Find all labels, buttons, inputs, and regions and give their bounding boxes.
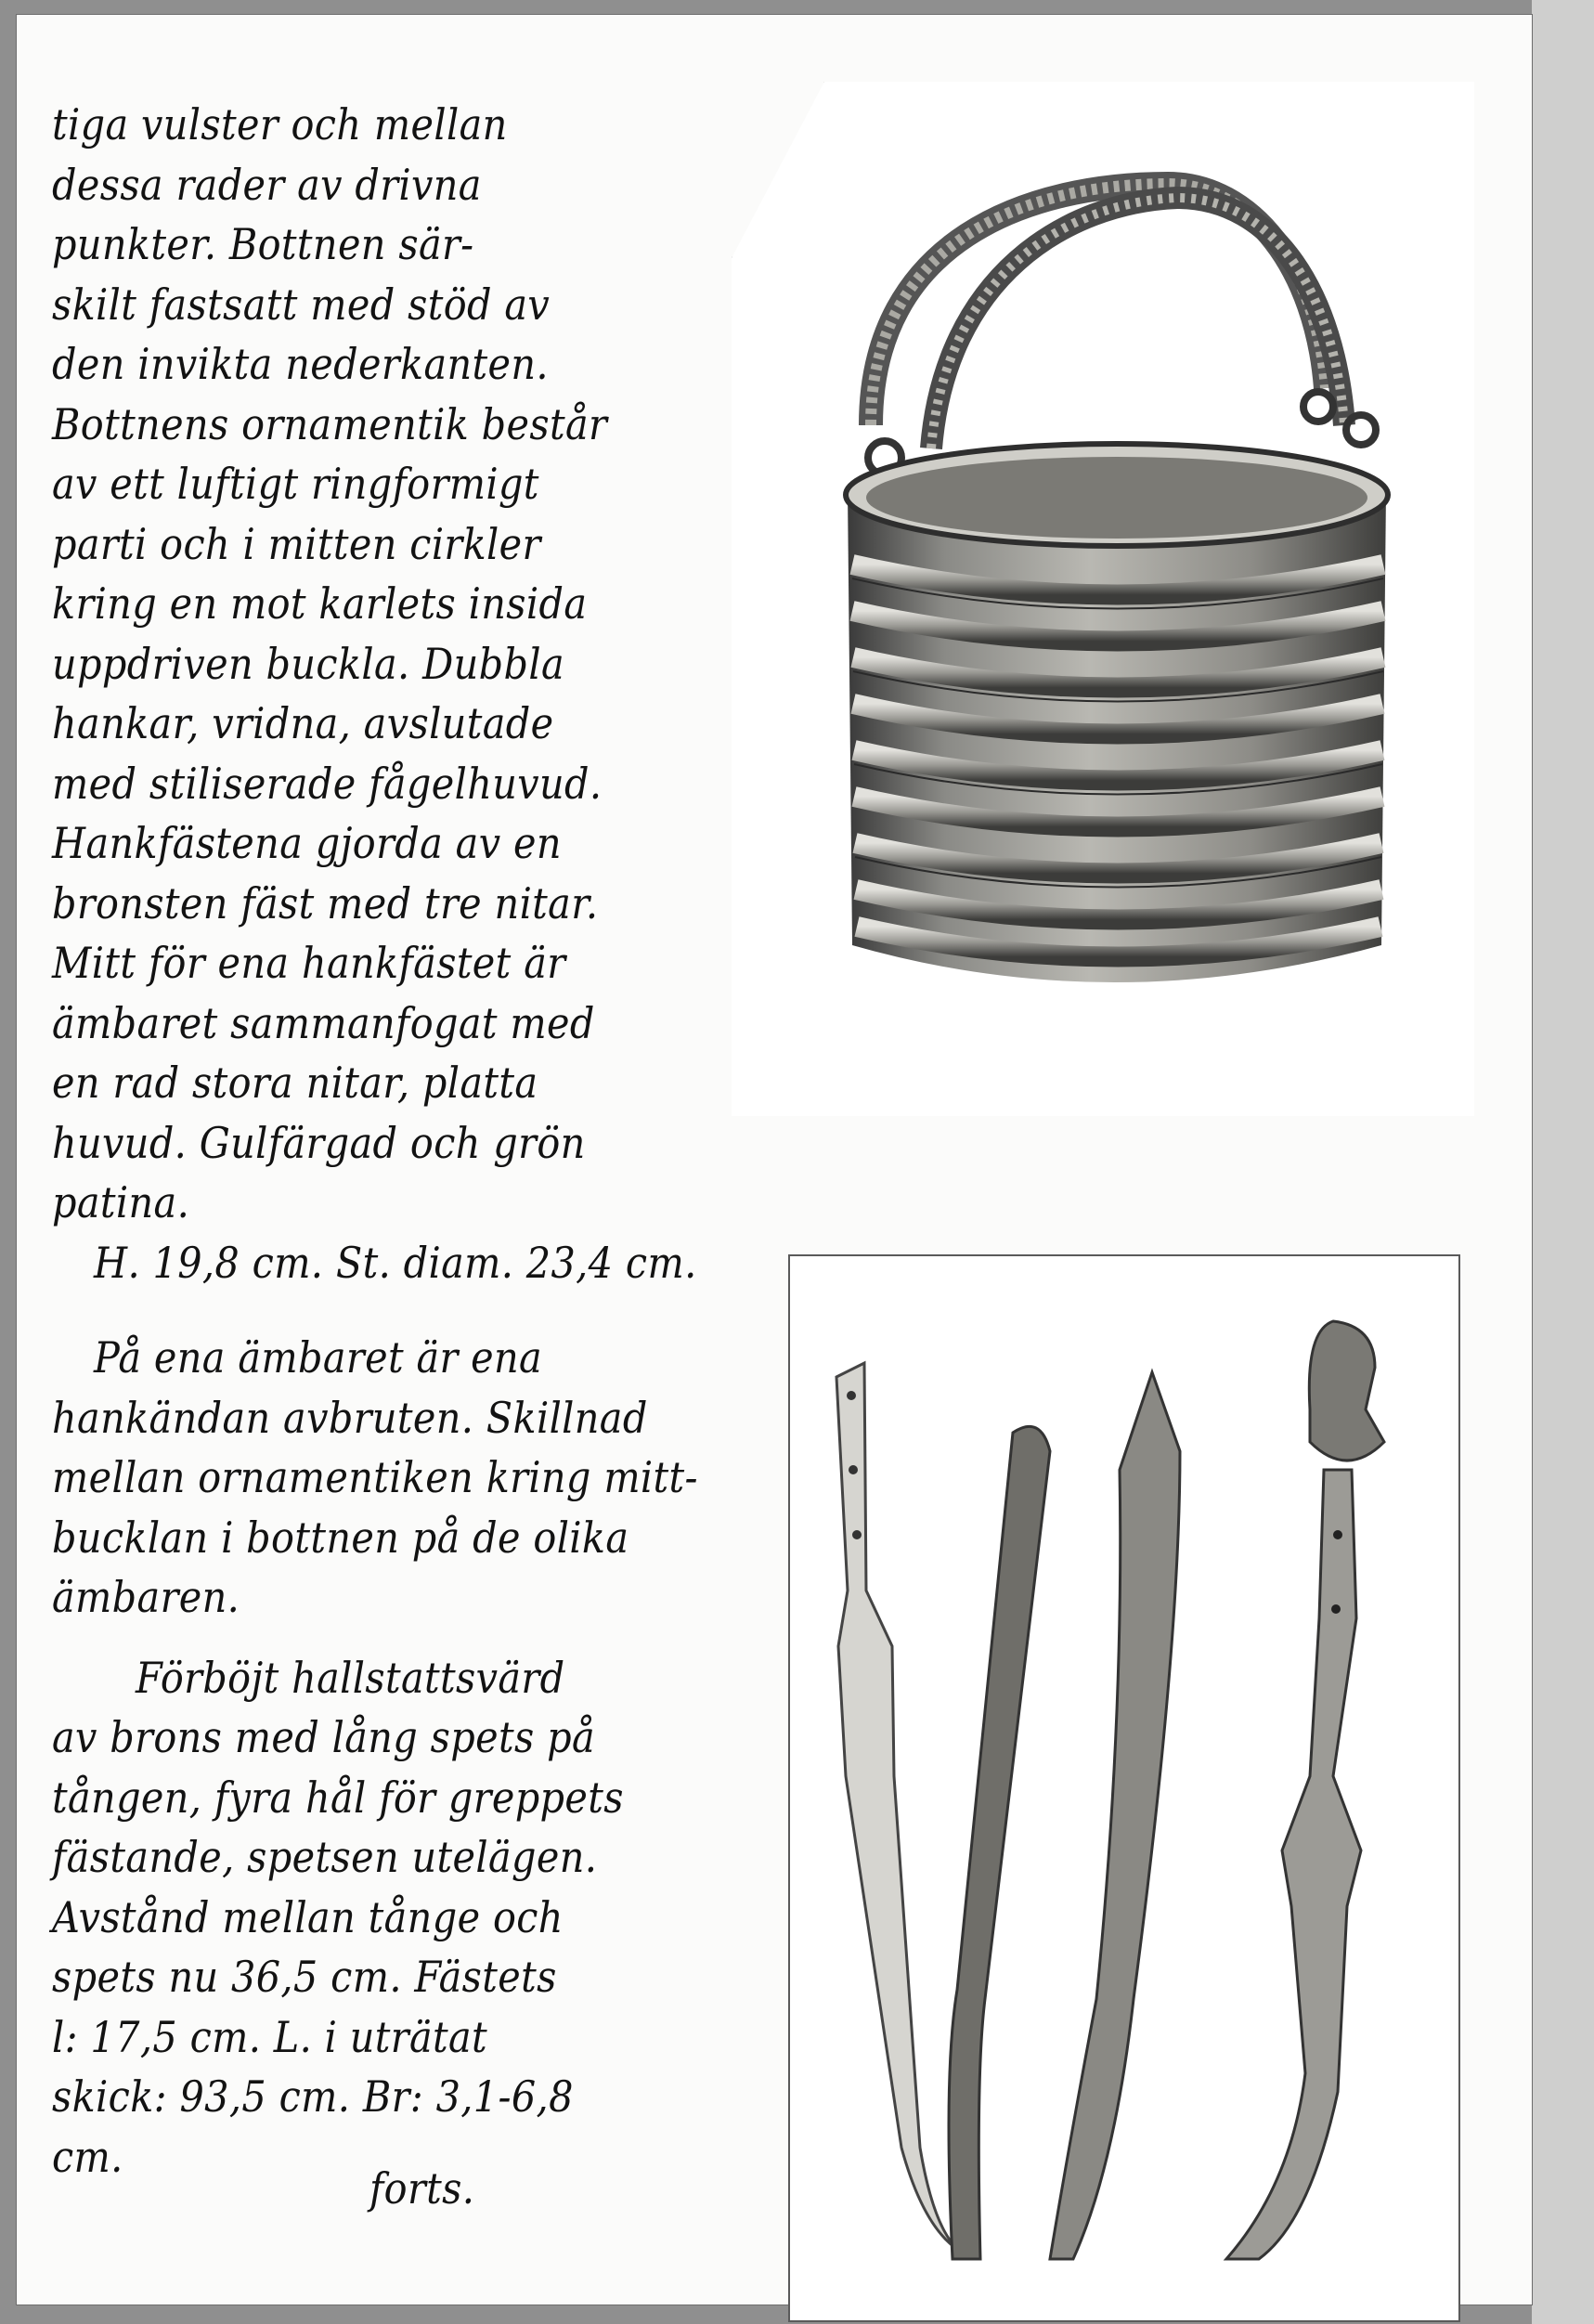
note-line: Bottnens ornamentik består	[52, 398, 608, 449]
continuation-note: forts.	[369, 2163, 475, 2214]
note-line: l: 17,5 cm. L. i uträtat	[52, 2011, 488, 2062]
note-line: dessa rader av drivna	[52, 159, 482, 210]
note-line: bronsten fäst med tre nitar.	[52, 877, 599, 928]
note-line: patina.	[52, 1177, 190, 1227]
note-line: mellan ornamentiken kring mitt-	[52, 1452, 698, 1502]
measurements-line: H. 19,8 cm. St. diam. 23,4 cm.	[94, 1237, 697, 1288]
note-line: hankar, vridna, avslutade	[52, 698, 554, 748]
note-line: tången, fyra hål för greppets	[52, 1772, 624, 1823]
note-line: ämbaret sammanfogat med	[52, 997, 595, 1048]
note-line: parti och i mitten cirkler	[52, 518, 541, 569]
note-line: kring en mot karlets insida	[52, 578, 588, 629]
note-line: spets nu 36,5 cm. Fästets	[52, 1952, 557, 2002]
hallstatt-sword-image	[790, 1256, 1458, 2320]
note-line: hankändan avbruten. Skillnad	[52, 1392, 648, 1443]
note-line: Hankfästena gjorda av en	[52, 818, 562, 868]
sword-photo	[790, 1256, 1458, 2320]
note-line: med stiliserade fågelhuvud.	[52, 758, 603, 809]
note-line: skick: 93,5 cm. Br: 3,1-6,8	[52, 2071, 574, 2122]
bucket-photo	[732, 82, 1474, 1116]
cardboard-edge	[1532, 0, 1594, 2324]
handwritten-notes	[52, 95, 698, 2219]
note-line: tiga vulster och mellan	[52, 99, 508, 149]
note-line: ämbaren.	[52, 1572, 240, 1622]
archive-card	[17, 15, 1532, 2305]
note-line: punkter. Bottnen sär-	[52, 219, 474, 269]
note-line: Mitt för ena hankfästet är	[52, 938, 566, 988]
note-line: cm.	[52, 2131, 123, 2182]
note-line: skilt fastsatt med stöd av	[52, 279, 551, 330]
note-line: av ett luftigt ringformigt	[52, 459, 539, 509]
note-line: fästande, spetsen utelägen.	[52, 1832, 598, 1882]
note-line: Avstånd mellan tånge och	[52, 1891, 564, 1942]
note-line: den invikta nederkanten.	[52, 339, 549, 389]
bronze-bucket-image	[732, 82, 1474, 1116]
sword-heading-line: Förböjt hallstattsvärd	[136, 1652, 565, 1703]
note-line: På ena ämbaret är ena	[94, 1332, 543, 1383]
note-line: huvud. Gulfärgad och grön	[52, 1117, 586, 1168]
note-line: bucklan i bottnen på de olika	[52, 1512, 629, 1563]
note-line: av brons med lång spets på	[52, 1712, 596, 1762]
note-line: en rad stora nitar, platta	[52, 1058, 538, 1108]
note-line: uppdriven buckla. Dubbla	[52, 638, 565, 689]
